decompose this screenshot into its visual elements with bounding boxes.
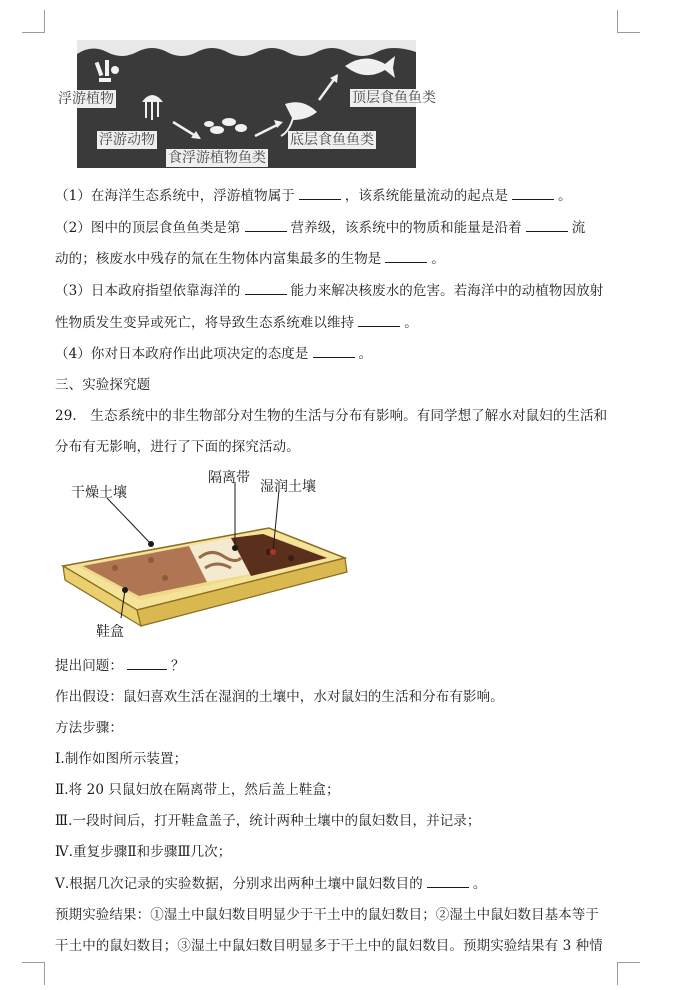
q29-line-1: 29. 生态系统中的非生物部分对生物的生活与分布有影响。有同学想了解水对鼠妇的生活和 [55, 408, 608, 424]
q1-text-b: ，该系统能量流动的起点是 [344, 188, 509, 204]
q2-cont-text-a: 动的；核废水中残存的氚在生物体内富集最多的生物是 [55, 251, 382, 267]
answer-blank[interactable] [385, 250, 427, 263]
crop-mark-bottom-right [617, 962, 640, 985]
planktivorous-fish-label: 食浮游植物鱼类 [168, 150, 266, 166]
step-1: Ⅰ.制作如图所示装置； [55, 751, 188, 767]
method-heading: 方法步骤： [55, 720, 123, 736]
section-heading: 三、实验探究题 [55, 377, 151, 393]
q4-text-b: 。 [358, 346, 373, 362]
step-5 [55, 872, 620, 892]
answer-blank[interactable] [245, 282, 287, 295]
q1-text-a: （1）在海洋生态系统中，浮游植物属于 [55, 188, 295, 204]
answer-blank[interactable] [245, 219, 287, 232]
answer-blank[interactable] [313, 345, 355, 358]
q1-text-c: 。 [558, 188, 572, 204]
q3-text-a: （3）日本政府指望依靠海洋的 [55, 283, 241, 299]
answer-blank[interactable] [299, 187, 341, 200]
hypothesis: 作出假设：鼠妇喜欢生活在湿润的土壤中，水对鼠妇的生活和分布有影响。 [55, 689, 504, 705]
step-3: Ⅲ.一段时间后，打开鞋盒盖子，统计两种土壤中的鼠妇数目，并记录； [55, 813, 481, 829]
question-1 [55, 184, 620, 204]
wet-soil-label: 湿润土壤 [260, 479, 316, 495]
top-fish-label: 顶层食鱼鱼类 [352, 90, 436, 106]
q2-text-a: （2）图中的顶层食鱼鱼类是第 [55, 220, 241, 236]
phytoplankton-label: 浮游植物 [58, 91, 114, 107]
step-4: Ⅳ.重复步骤Ⅱ和步骤Ⅲ几次； [55, 844, 232, 860]
benthic-fish-label: 底层食鱼鱼类 [290, 132, 374, 148]
step-2: Ⅱ.将 20 只鼠妇放在隔离带上，然后盖上鞋盒； [55, 782, 340, 798]
raise-question [55, 654, 620, 674]
q4-text-a: （4）你对日本政府作出此项决定的态度是 [55, 346, 309, 362]
dry-soil-label: 干燥土壤 [71, 485, 127, 501]
answer-blank[interactable] [427, 875, 469, 888]
answer-blank[interactable] [358, 314, 400, 327]
zooplankton-label: 浮游动物 [99, 132, 155, 148]
q3-cont-text-b: 。 [404, 315, 418, 331]
question-4 [55, 342, 620, 362]
answer-blank[interactable] [526, 219, 568, 232]
q3-text-b: 能力来解决核废水的危害。若海洋中的动植物因放射 [290, 283, 604, 299]
q3-cont-text-a: 性物质发生变异或死亡，将导致生态系统难以维持 [55, 315, 355, 331]
crop-mark-top-left [22, 10, 45, 33]
question-3-cont [55, 311, 620, 331]
results-line-2: 干土中的鼠妇数目；③湿土中鼠妇数目明显多于干土中的鼠妇数目。预期实验结果有 3 种情 [55, 938, 603, 954]
step-5-end: 。 [472, 876, 487, 892]
question-2 [55, 216, 620, 236]
crop-mark-bottom-left [22, 962, 45, 985]
q29-line-2: 分布有无影响，进行了下面的探究活动。 [55, 439, 300, 455]
results-line-1: 预期实验结果：①湿土中鼠妇数目明显少于干土中的鼠妇数目；②湿土中鼠妇数目基本等于 [55, 907, 599, 923]
question-3 [55, 279, 620, 299]
q2-text-c: 流 [571, 220, 586, 236]
raise-question-mark: ？ [171, 658, 185, 674]
q2-cont-text-b: 。 [431, 251, 446, 267]
raise-question-text: 提出问题： [55, 658, 123, 674]
q2-text-b: 营养级，该系统中的物质和能量是沿着 [290, 220, 522, 236]
step-5-text: Ⅴ.根据几次记录的实验数据，分别求出两种土壤中鼠妇数目的 [55, 876, 423, 892]
crop-mark-top-right [617, 10, 640, 33]
question-2-cont [55, 247, 620, 267]
answer-blank[interactable] [512, 187, 554, 200]
shoebox-label: 鞋盒 [96, 624, 124, 640]
answer-blank[interactable] [127, 657, 167, 670]
isolation-zone-label: 隔离带 [208, 470, 250, 486]
